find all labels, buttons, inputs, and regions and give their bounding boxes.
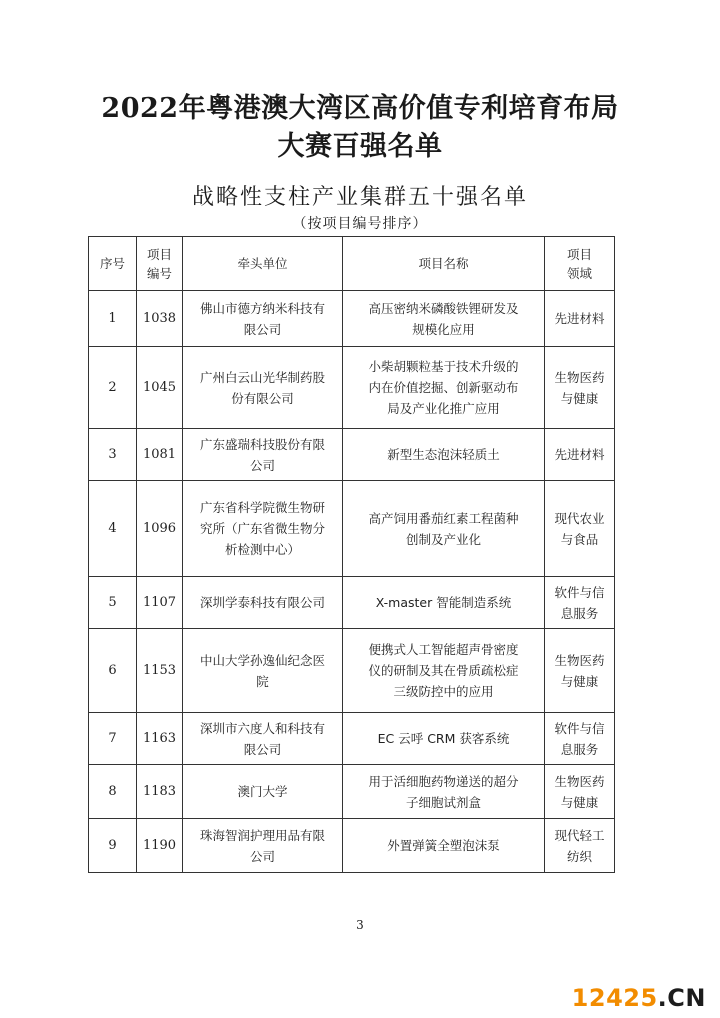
cell-name-line: 三级防控中的应用 bbox=[393, 684, 494, 699]
cell-name bbox=[343, 347, 545, 429]
cell-code: 1190 bbox=[137, 819, 183, 873]
cell-field bbox=[545, 629, 615, 713]
cell-unit bbox=[183, 577, 343, 629]
cell-field-line: 纺织 bbox=[566, 848, 592, 864]
cell-unit-line: 澳门大学 bbox=[237, 784, 288, 799]
cell-field-line: 与食品 bbox=[560, 531, 599, 547]
cell-name-line: 仪的研制及其在骨质疏松症 bbox=[368, 663, 519, 678]
table-row bbox=[89, 713, 615, 765]
cell-field-line: 软件与信 bbox=[554, 584, 605, 600]
table-row bbox=[89, 765, 615, 819]
table-row bbox=[89, 629, 615, 713]
header-seq: 序号 bbox=[89, 237, 137, 291]
cell-field bbox=[545, 713, 615, 765]
cell-field-line: 与健康 bbox=[560, 390, 599, 406]
header-field-line: 项目 bbox=[566, 246, 592, 262]
cell-code: 1107 bbox=[137, 577, 183, 629]
cell-code: 1183 bbox=[137, 765, 183, 819]
site-watermark bbox=[572, 984, 706, 1012]
cell-unit bbox=[183, 765, 343, 819]
cell-name bbox=[343, 819, 545, 873]
cell-code: 1096 bbox=[137, 481, 183, 577]
cell-field bbox=[545, 577, 615, 629]
cell-name bbox=[343, 765, 545, 819]
cell-code: 1081 bbox=[137, 429, 183, 481]
cell-unit bbox=[183, 291, 343, 347]
cell-name-line: EC 云呼 CRM 获客系统 bbox=[377, 731, 510, 746]
cell-code: 1038 bbox=[137, 291, 183, 347]
cell-name-line: 小柴胡颗粒基于技术升级的 bbox=[368, 359, 519, 374]
cell-field-line: 与健康 bbox=[560, 673, 599, 689]
cell-seq: 8 bbox=[89, 765, 137, 819]
list-subtitle: 战略性支柱产业集群五十强名单 bbox=[191, 185, 528, 210]
cell-code: 1163 bbox=[137, 713, 183, 765]
cell-code: 1153 bbox=[137, 629, 183, 713]
cell-unit-line: 珠海智润护理用品有限 bbox=[199, 827, 325, 843]
cell-field-line: 先进材料 bbox=[554, 311, 605, 326]
cell-name-line: 高压密纳米磷酸铁锂研发及 bbox=[368, 300, 519, 316]
cell-unit-line: 院 bbox=[256, 673, 269, 689]
cell-field-line: 生物医药 bbox=[554, 652, 605, 668]
cell-seq: 1 bbox=[89, 291, 137, 347]
watermark-domain: .CN bbox=[657, 984, 706, 1012]
cell-unit-line: 中山大学孙逸仙纪念医 bbox=[199, 652, 325, 668]
cell-name bbox=[343, 429, 545, 481]
cell-field-line: 先进材料 bbox=[554, 447, 605, 462]
cell-unit bbox=[183, 347, 343, 429]
cell-name bbox=[343, 577, 545, 629]
cell-unit-line: 限公司 bbox=[243, 741, 282, 757]
table-row bbox=[89, 819, 615, 873]
cell-field-line: 现代轻工 bbox=[554, 827, 605, 843]
cell-unit-line: 份有限公司 bbox=[231, 390, 294, 406]
cell-name-line: 新型生态泡沫轻质土 bbox=[387, 447, 500, 462]
cell-field bbox=[545, 347, 615, 429]
cell-unit bbox=[183, 713, 343, 765]
page-number: 3 bbox=[356, 918, 364, 932]
cell-seq: 4 bbox=[89, 481, 137, 577]
cell-unit bbox=[183, 429, 343, 481]
document-title-line2: 大赛百强名单 bbox=[277, 131, 443, 162]
cell-unit bbox=[183, 481, 343, 577]
header-field bbox=[545, 237, 615, 291]
cell-seq: 7 bbox=[89, 713, 137, 765]
cell-unit-line: 究所（广东省微生物分 bbox=[199, 521, 325, 536]
header-code-line: 编号 bbox=[146, 265, 172, 281]
cell-unit bbox=[183, 629, 343, 713]
cell-unit bbox=[183, 819, 343, 873]
cell-field bbox=[545, 429, 615, 481]
cell-field-line: 生物医药 bbox=[554, 369, 605, 385]
cell-name bbox=[343, 629, 545, 713]
cell-field-line: 生物医药 bbox=[554, 773, 605, 789]
cell-seq: 5 bbox=[89, 577, 137, 629]
cell-unit-line: 深圳市六度人和科技有 bbox=[199, 720, 325, 736]
cell-unit-line: 广东盛瑞科技股份有限 bbox=[199, 436, 325, 452]
cell-unit-line: 限公司 bbox=[243, 321, 282, 337]
header-field-line: 领域 bbox=[566, 265, 592, 281]
cell-seq: 6 bbox=[89, 629, 137, 713]
cell-unit-line: 深圳学泰科技有限公司 bbox=[199, 595, 325, 610]
cell-unit-line: 佛山市德方纳米科技有 bbox=[199, 300, 325, 316]
cell-name-line: X-master 智能制造系统 bbox=[375, 595, 512, 610]
cell-seq: 9 bbox=[89, 819, 137, 873]
cell-field bbox=[545, 765, 615, 819]
cell-name-line: 高产饲用番茄红素工程菌种 bbox=[368, 510, 519, 526]
cell-field bbox=[545, 481, 615, 577]
cell-name-line: 规模化应用 bbox=[412, 321, 475, 337]
header-code bbox=[137, 237, 183, 291]
cell-unit-line: 析检测中心） bbox=[224, 542, 300, 557]
header-unit: 牵头单位 bbox=[183, 237, 343, 291]
cell-unit-line: 广东省科学院微生物研 bbox=[199, 500, 325, 515]
table-row bbox=[89, 429, 615, 481]
table-header-row bbox=[89, 237, 615, 291]
cell-unit-line: 公司 bbox=[249, 848, 275, 864]
cell-code: 1045 bbox=[137, 347, 183, 429]
cell-name-line: 便携式人工智能超声骨密度 bbox=[368, 642, 519, 657]
cell-name-line: 用于活细胞药物递送的超分 bbox=[368, 773, 519, 789]
cell-seq: 2 bbox=[89, 347, 137, 429]
cell-name bbox=[343, 481, 545, 577]
cell-field-line: 息服务 bbox=[560, 741, 599, 757]
table-row bbox=[89, 577, 615, 629]
cell-seq: 3 bbox=[89, 429, 137, 481]
cell-unit-line: 广州白云山光华制药股 bbox=[199, 369, 325, 385]
cell-name-line: 内在价值挖掘、创新驱动布 bbox=[368, 380, 519, 395]
cell-name bbox=[343, 291, 545, 347]
cell-name-line: 创制及产业化 bbox=[405, 531, 481, 547]
header-code-line: 项目 bbox=[146, 246, 172, 262]
cell-unit-line: 公司 bbox=[249, 457, 275, 473]
cell-field bbox=[545, 291, 615, 347]
cell-name bbox=[343, 713, 545, 765]
cell-field bbox=[545, 819, 615, 873]
cell-field-line: 软件与信 bbox=[554, 720, 605, 736]
cell-name-line: 外置弹簧全塑泡沫泵 bbox=[387, 838, 500, 853]
table-row bbox=[89, 291, 615, 347]
cell-field-line: 息服务 bbox=[560, 605, 599, 621]
cell-name-line: 子细胞试剂盒 bbox=[405, 794, 481, 810]
watermark-number: 12425 bbox=[571, 984, 658, 1012]
ranking-table bbox=[88, 236, 615, 873]
cell-name-line: 局及产业化推广应用 bbox=[387, 401, 500, 416]
table-row bbox=[89, 481, 615, 577]
document-title-line1: 2022年粤港澳大湾区高价值专利培育布局 bbox=[101, 93, 619, 124]
cell-field-line: 现代农业 bbox=[554, 510, 605, 526]
sort-note: （按项目编号排序） bbox=[292, 216, 428, 232]
table-row bbox=[89, 347, 615, 429]
cell-field-line: 与健康 bbox=[560, 794, 599, 810]
header-name: 项目名称 bbox=[343, 237, 545, 291]
